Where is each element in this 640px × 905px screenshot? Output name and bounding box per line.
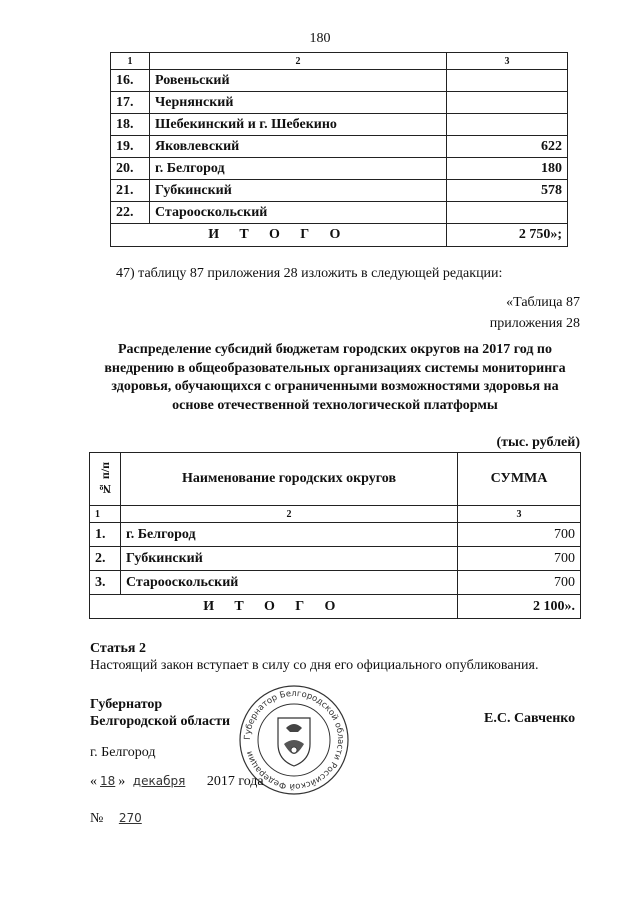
total-label: И Т О Г О [111, 224, 447, 247]
signing-date [90, 774, 264, 790]
table-header-row [90, 453, 581, 506]
table-caption-title: «Таблица 87 [506, 295, 580, 310]
index-cell: 3 [458, 506, 581, 523]
page-number: 180 [309, 31, 331, 46]
row-number: 19. [111, 136, 150, 158]
seal-text: Губернатор Белгородской области Российской Федерации [242, 688, 346, 792]
table-continuation [110, 52, 568, 247]
district-value: 700 [458, 571, 581, 595]
index-cell: 1 [90, 506, 121, 523]
article-title: Статья 2 [90, 641, 146, 656]
table-row [111, 158, 568, 180]
district-value [447, 70, 568, 92]
table-row [111, 70, 568, 92]
table-row [111, 202, 568, 224]
table-row [111, 92, 568, 114]
district-name: г. Белгород [150, 158, 447, 180]
row-number: 3. [90, 571, 121, 595]
row-number: 20. [111, 158, 150, 180]
row-number: 21. [111, 180, 150, 202]
header-cell: 3 [447, 53, 568, 70]
amendment-item: 47) таблицу 87 приложения 28 изложить в следующей редакции: [116, 266, 503, 281]
total-row [111, 224, 568, 247]
district-name: г. Белгород [121, 523, 458, 547]
district-name: Шебекинский и г. Шебекино [150, 114, 447, 136]
date-day: 18 [100, 774, 116, 788]
district-value: 180 [447, 158, 568, 180]
index-cell: 2 [121, 506, 458, 523]
row-number: 17. [111, 92, 150, 114]
index-row [90, 506, 581, 523]
column-sum-header: СУММА [458, 453, 581, 506]
total-row [90, 595, 581, 619]
governor-title: Губернатор [90, 697, 163, 712]
district-value [447, 92, 568, 114]
total-label: И Т О Г О [90, 595, 458, 619]
section-heading: Распределение субсидий бюджетам городских округов на 2017 год по внедрению в общеобразовательных организациях системы мониторинга здоровья, обучающихся с ограниченными возможностями здоровья на основе отечественной технологической платформы [104, 342, 566, 413]
table-row [90, 523, 581, 547]
table-row [90, 547, 581, 571]
total-value: 2 750»; [447, 224, 568, 247]
district-name: Губкинский [150, 180, 447, 202]
number-value: 270 [118, 811, 142, 825]
district-name: Старооскольский [150, 202, 447, 224]
column-number-header: № п/п [97, 461, 112, 497]
district-name: Губкинский [121, 547, 458, 571]
column-name-header: Наименование городских округов [121, 453, 458, 506]
date-month: декабря [132, 774, 186, 788]
row-number: 1. [90, 523, 121, 547]
header-cell: 1 [111, 53, 150, 70]
district-value: 700 [458, 523, 581, 547]
row-number: 18. [111, 114, 150, 136]
district-name: Старооскольский [121, 571, 458, 595]
table-header-row [111, 53, 568, 70]
table-row [111, 136, 568, 158]
total-value: 2 100». [458, 595, 581, 619]
district-value [447, 114, 568, 136]
district-name: Яковлевский [150, 136, 447, 158]
row-number: 2. [90, 547, 121, 571]
date-open-quote: « [90, 774, 97, 789]
governor-region: Белгородской области [90, 714, 231, 729]
units-label: (тыс. рублей) [496, 435, 580, 450]
date-year: 2017 года [206, 774, 264, 789]
district-value [447, 202, 568, 224]
table-row [111, 180, 568, 202]
district-value: 622 [447, 136, 568, 158]
table-row [111, 114, 568, 136]
header-cell: 2 [150, 53, 447, 70]
date-close-quote: » [118, 774, 126, 789]
city: г. Белгород [90, 745, 156, 760]
subsidy-table [89, 452, 581, 619]
district-value: 578 [447, 180, 568, 202]
coat-of-arms-icon [278, 718, 310, 766]
table-caption-appendix: приложения 28 [489, 316, 580, 331]
table-row [90, 571, 581, 595]
law-number [90, 811, 166, 827]
row-number: 22. [111, 202, 150, 224]
district-name: Ровеньский [150, 70, 447, 92]
header-cell [90, 453, 121, 506]
district-value: 700 [458, 547, 581, 571]
number-label: № [90, 811, 104, 826]
district-name: Чернянский [150, 92, 447, 114]
governor-name: Е.С. Савченко [484, 711, 576, 726]
row-number: 16. [111, 70, 150, 92]
article-text: Настоящий закон вступает в силу со дня его официального опубликования. [90, 658, 539, 673]
